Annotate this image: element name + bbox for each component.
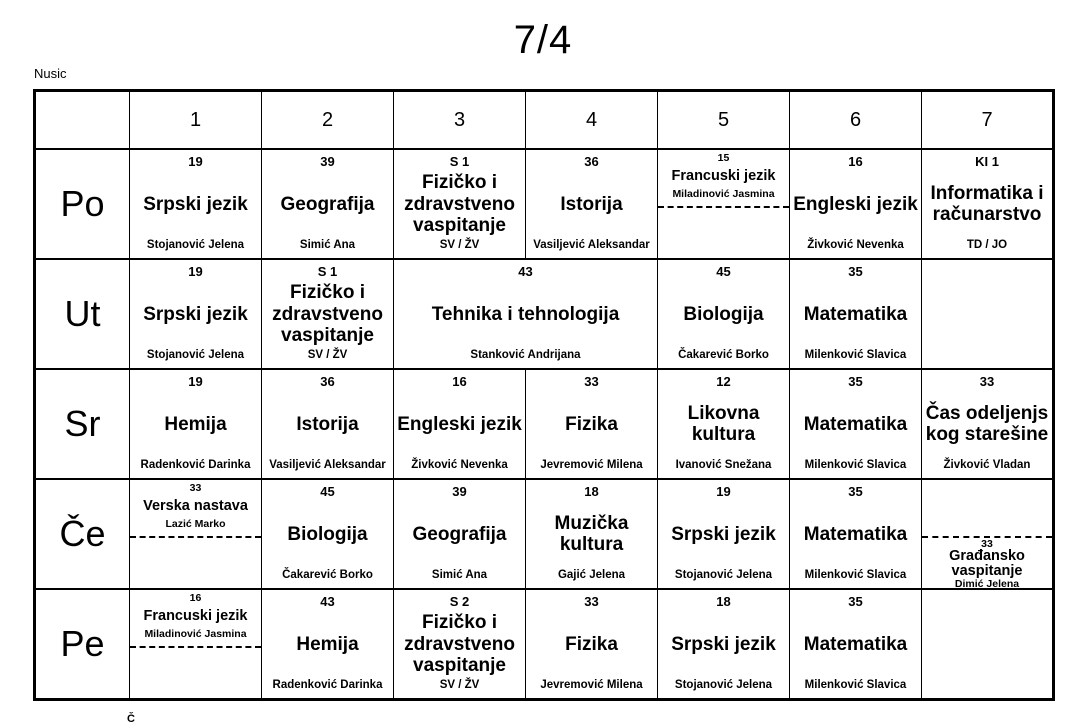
teacher-name: Radenković Darinka	[272, 679, 383, 692]
optional-subject-top	[130, 590, 261, 648]
teacher-name: Gajić Jelena	[557, 569, 626, 582]
subject-name: Informatika i računarstvo	[930, 183, 1044, 226]
room-number: 36	[320, 374, 335, 389]
room-number: 43	[518, 264, 533, 279]
teacher-name: Jevremović Milena	[540, 459, 643, 472]
subject-name: Matematika	[803, 633, 908, 655]
period-header-7: 7	[922, 91, 1054, 150]
cell-po-1	[130, 149, 262, 259]
cell-pe-5	[658, 589, 790, 700]
cell-sr-5	[658, 369, 790, 479]
teacher-name: Milenković Slavica	[804, 569, 907, 582]
room-number: 35	[848, 594, 863, 609]
room-number: 19	[716, 484, 731, 499]
day-cell-po: Po	[35, 149, 130, 259]
cell-ce-1	[130, 479, 262, 589]
subject-name: Srpski jezik	[671, 523, 776, 545]
optional-subject-bottom	[922, 538, 1052, 589]
room-number: 36	[584, 154, 599, 169]
subject-name: Biologija	[683, 303, 764, 325]
room-number: S 1	[317, 264, 338, 279]
optional-subject-bottom-empty	[658, 208, 789, 259]
period-header-5: 5	[658, 91, 790, 150]
cell-ut-2	[262, 259, 394, 369]
subject-name: Matematika	[803, 413, 908, 435]
cell-pe-4	[526, 589, 658, 700]
subject-name: Hemija	[164, 413, 227, 435]
cell-pe-1	[130, 589, 262, 700]
cell-pe-3	[394, 589, 526, 700]
period-header-4: 4	[526, 91, 658, 150]
row-friday	[35, 589, 1054, 700]
room-number: 45	[716, 264, 731, 279]
subject-name: Istorija	[296, 413, 359, 435]
cell-sr-2	[262, 369, 394, 479]
optional-subject-top	[130, 480, 261, 538]
teacher-name: Čakarević Borko	[282, 569, 373, 582]
optional-subject-bottom-empty	[130, 538, 261, 589]
subject-name: Likovna kultura	[687, 403, 760, 446]
optional-subject-bottom-empty	[130, 648, 261, 699]
subject-name: Srpski jezik	[143, 303, 248, 325]
room-number: 39	[452, 484, 467, 499]
room-number: S 1	[449, 154, 470, 169]
cell-ce-5	[658, 479, 790, 589]
teacher-name: Stojanović Jelena	[146, 349, 245, 362]
cell-po-4	[526, 149, 658, 259]
cell-sr-6	[790, 369, 922, 479]
cell-ce-7	[922, 479, 1054, 589]
room-number: 35	[848, 484, 863, 499]
subject-name: Geografija	[412, 523, 507, 545]
cell-sr-3	[394, 369, 526, 479]
teacher-name: SV / ŽV	[307, 349, 348, 362]
period-header-6: 6	[790, 91, 922, 150]
room-number: 19	[188, 154, 203, 169]
room-number: 43	[320, 594, 335, 609]
period-header-1: 1	[130, 91, 262, 150]
optional-subject-top	[658, 150, 789, 208]
teacher-name: Miladinović Jasmina	[672, 187, 775, 200]
cell-sr-1	[130, 369, 262, 479]
room-number: 33	[189, 482, 202, 494]
room-number: 39	[320, 154, 335, 169]
cell-ce-4	[526, 479, 658, 589]
teacher-name: Lazić Marko	[165, 517, 226, 530]
subject-name: Hemija	[296, 633, 359, 655]
cell-ut-1	[130, 259, 262, 369]
room-number: 33	[981, 537, 993, 550]
teacher-name: Stojanović Jelena	[674, 569, 773, 582]
room-number: KI 1	[975, 154, 999, 169]
room-number: 15	[717, 152, 730, 164]
cell-ut-5	[658, 259, 790, 369]
room-number: 33	[584, 374, 599, 389]
cell-ce-2	[262, 479, 394, 589]
teacher-name: SV / ŽV	[439, 239, 480, 252]
room-number: 16	[848, 154, 863, 169]
subject-name: Fizika	[565, 413, 618, 435]
subject-name: Biologija	[287, 523, 368, 545]
cell-pe-6	[790, 589, 922, 700]
teacher-name: Vasiljević Aleksandar	[533, 239, 650, 252]
subject-name: Fizičko i zdravstveno vaspitanje	[404, 612, 515, 676]
teacher-name: Radenković Darinka	[140, 459, 251, 472]
room-number: S 2	[449, 594, 470, 609]
room-number: 35	[848, 264, 863, 279]
subject-name: Engleski jezik	[793, 193, 918, 215]
subject-name: Engleski jezik	[397, 413, 522, 435]
room-number: 35	[848, 374, 863, 389]
subject-name: Srpski jezik	[671, 633, 776, 655]
subject-name: Geografija	[280, 193, 375, 215]
teacher-name: Milenković Slavica	[804, 459, 907, 472]
teacher-name: Miladinović Jasmina	[144, 627, 247, 640]
teacher-name: Ivanović Snežana	[675, 459, 772, 472]
teacher-name: Živković Nevenka	[807, 239, 904, 252]
subject-name: Fizičko i zdravstveno vaspitanje	[272, 282, 383, 346]
cell-ut-3-4-merged	[394, 259, 658, 369]
subject-name: Matematika	[803, 523, 908, 545]
cell-po-3	[394, 149, 526, 259]
subject-name: Istorija	[560, 193, 623, 215]
teacher-name: Milenković Slavica	[804, 679, 907, 692]
period-header-3: 3	[394, 91, 526, 150]
subject-name: Fizičko i zdravstveno vaspitanje	[404, 172, 515, 236]
row-wednesday	[35, 369, 1054, 479]
room-number: 16	[452, 374, 467, 389]
subject-name: Matematika	[803, 303, 908, 325]
row-monday	[35, 149, 1054, 259]
cell-pe-7-empty	[922, 589, 1054, 700]
period-header-row	[35, 91, 1054, 150]
row-tuesday	[35, 259, 1054, 369]
cell-po-6	[790, 149, 922, 259]
corner-label: Nusic	[34, 66, 67, 81]
subject-name: Muzička kultura	[554, 513, 629, 556]
subject-name: Građansko vaspitanje	[949, 548, 1025, 580]
cell-ce-6	[790, 479, 922, 589]
teacher-name: Stanković Andrijana	[470, 349, 581, 362]
cell-sr-7	[922, 369, 1054, 479]
corner-cell	[35, 91, 130, 150]
subject-name: Verska nastava	[143, 497, 248, 514]
subject-name: Francuski jezik	[143, 607, 248, 624]
day-cell-ce: Če	[35, 479, 130, 589]
teacher-name: Živković Vladan	[943, 459, 1031, 472]
room-number: 45	[320, 484, 335, 499]
subject-name: Čas odeljenjskog starešine	[925, 403, 1049, 446]
day-cell-ut: Ut	[35, 259, 130, 369]
cell-pe-2	[262, 589, 394, 700]
subject-name: Francuski jezik	[671, 167, 776, 184]
room-number: 19	[188, 264, 203, 279]
page-title: 7/4	[513, 18, 573, 62]
room-number: 33	[979, 374, 995, 389]
teacher-name: Jevremović Milena	[540, 679, 643, 692]
optional-subject-top-empty	[922, 480, 1052, 538]
subject-name: Fizika	[565, 633, 618, 655]
teacher-name: SV / ŽV	[439, 679, 480, 692]
room-number: 12	[716, 374, 731, 389]
cell-po-7	[922, 149, 1054, 259]
teacher-name: Stojanović Jelena	[674, 679, 773, 692]
teacher-name: Čakarević Borko	[678, 349, 769, 362]
room-number: 33	[584, 594, 599, 609]
teacher-name: Simić Ana	[431, 569, 488, 582]
teacher-name: Živković Nevenka	[411, 459, 508, 472]
period-header-2: 2	[262, 91, 394, 150]
day-cell-sr: Sr	[35, 369, 130, 479]
timetable-table	[33, 89, 1055, 701]
cell-ut-7-empty	[922, 259, 1054, 369]
cell-sr-4	[526, 369, 658, 479]
teacher-name: Stojanović Jelena	[146, 239, 245, 252]
room-number: 16	[189, 592, 202, 604]
room-number: 19	[188, 374, 203, 389]
cell-po-5	[658, 149, 790, 259]
teacher-name: Dimić Jelena	[954, 578, 1020, 588]
cell-ce-3	[394, 479, 526, 589]
cell-ut-6	[790, 259, 922, 369]
teacher-name: Simić Ana	[299, 239, 356, 252]
subject-name: Srpski jezik	[143, 193, 248, 215]
day-cell-pe: Pe	[35, 589, 130, 700]
room-number: 18	[584, 484, 599, 499]
footer-cutoff-text: Č	[127, 713, 135, 725]
teacher-name: Milenković Slavica	[804, 349, 907, 362]
teacher-name: TD / JO	[966, 239, 1008, 252]
row-thursday	[35, 479, 1054, 589]
subject-name: Tehnika i tehnologija	[431, 303, 620, 325]
teacher-name: Vasiljević Aleksandar	[269, 459, 386, 472]
room-number: 18	[716, 594, 731, 609]
cell-po-2	[262, 149, 394, 259]
